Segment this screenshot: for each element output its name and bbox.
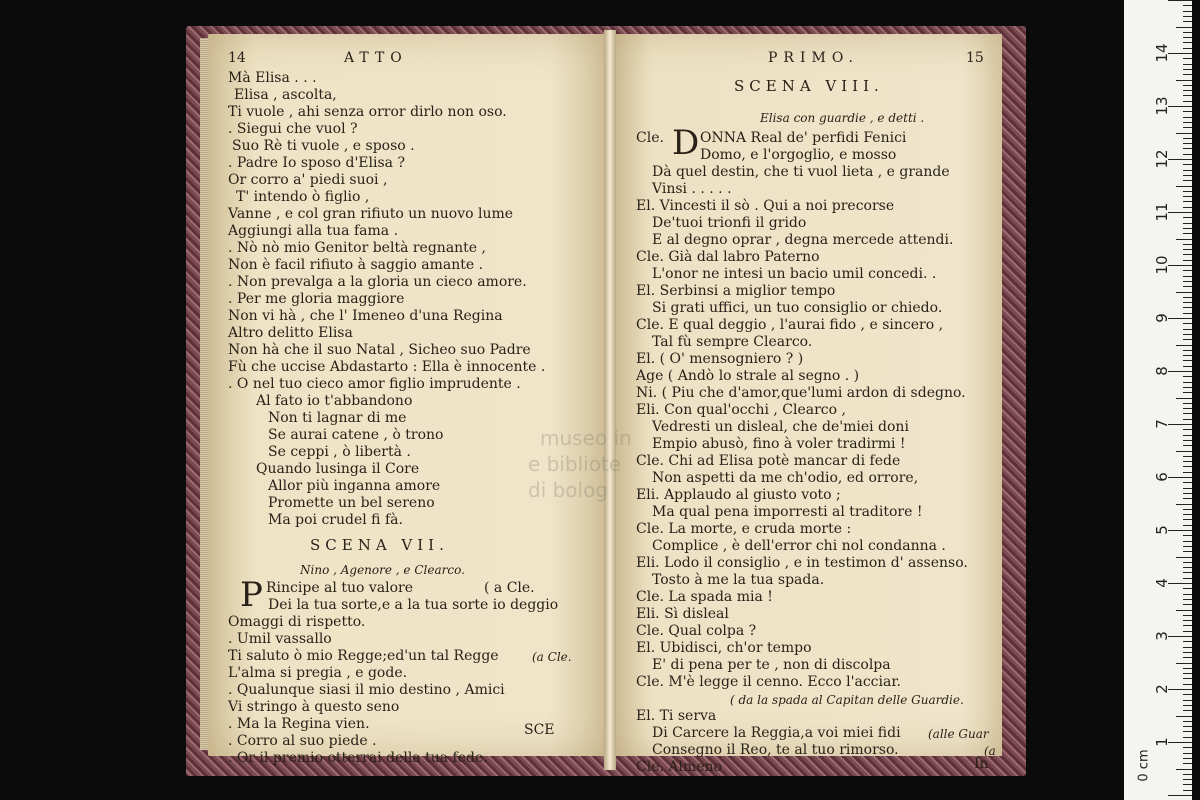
ruler-tick — [1183, 641, 1192, 642]
ruler-tick — [1183, 562, 1192, 563]
ruler-tick — [1183, 228, 1192, 229]
ruler-tick — [1183, 541, 1192, 542]
ruler-tick — [1183, 790, 1192, 791]
ruler-tick — [1183, 254, 1192, 255]
ruler-tick — [1183, 376, 1192, 377]
text-line: Cle. Qual colpa ? — [636, 623, 757, 639]
ruler-tick — [1183, 101, 1192, 102]
text-line: El. Vincesti il sò . Qui a noi precorse — [636, 198, 895, 214]
watermark-text: museo in — [540, 426, 632, 450]
ruler-tick — [1183, 604, 1192, 605]
ruler-tick — [1183, 16, 1192, 17]
ruler-tick — [1183, 625, 1192, 626]
scene-cast: Elisa con guardie , e detti . — [760, 111, 925, 125]
text-line: Eli. Sì disleal — [636, 606, 729, 622]
ruler-tick — [1183, 281, 1192, 282]
ruler-tick — [1183, 122, 1192, 123]
text-line: Domo, e l'orgoglio, e mosso — [700, 147, 897, 163]
ruler-tick — [1183, 694, 1192, 695]
text-line: L'alma si pregia , e gode. — [228, 665, 408, 681]
ruler-tick — [1183, 37, 1192, 38]
text-line: Tosto à me la tua spada. — [652, 572, 825, 588]
text-line: Aggiungi alla tua fama . — [228, 223, 399, 239]
ruler-tick — [1183, 519, 1192, 520]
ruler-number: 2 — [1153, 684, 1171, 694]
ruler-tick — [1183, 64, 1192, 65]
text-line: Tal fù sempre Clearco. — [652, 334, 813, 350]
ruler-tick — [1168, 106, 1192, 107]
watermark-text: di bolog — [528, 478, 609, 502]
ruler-tick — [1183, 286, 1192, 287]
ruler-number: 7 — [1153, 419, 1171, 429]
ruler-tick — [1183, 329, 1192, 330]
ruler-tick — [1183, 276, 1192, 277]
text-line: . Ma la Regina vien. — [228, 716, 370, 732]
ruler-tick — [1176, 557, 1192, 558]
text-line: Complice , è dell'error chi nol condanna . — [652, 538, 946, 554]
ruler-tick — [1183, 493, 1192, 494]
text-line: . Corro al suo piede . — [228, 733, 377, 749]
ruler-tick — [1183, 148, 1192, 149]
ruler-tick — [1183, 456, 1192, 457]
text-line: Vi stringo à questo seno — [228, 699, 400, 715]
ruler-tick — [1183, 535, 1192, 536]
ruler-tick — [1183, 355, 1192, 356]
aria-line: Al fato io t'abbandono — [256, 393, 413, 409]
ruler-tick — [1168, 583, 1192, 584]
text-line: Non vi hà , che l' Imeneo d'una Regina — [228, 308, 503, 324]
ruler-tick — [1176, 610, 1192, 611]
ruler-tick — [1183, 170, 1192, 171]
ruler-tick — [1168, 636, 1192, 637]
ruler-tick — [1183, 779, 1192, 780]
ruler-tick — [1183, 127, 1192, 128]
stage-direction: ( da la spada al Capitan delle Guardie. — [730, 693, 964, 707]
stage-direction: ( a Cle. — [484, 580, 535, 596]
text-line: Cle. La spada mia ! — [636, 589, 773, 605]
ruler-tick — [1183, 678, 1192, 679]
text-line: Dei la tua sorte,e a la tua sorte io deggio — [268, 597, 559, 613]
ruler-tick — [1183, 360, 1192, 361]
ruler-tick — [1183, 48, 1192, 49]
ruler-tick — [1183, 615, 1192, 616]
ruler-tick — [1176, 27, 1192, 28]
ruler-tick — [1183, 498, 1192, 499]
ruler-tick — [1183, 700, 1192, 701]
ruler-tick — [1183, 758, 1192, 759]
ruler-tick — [1183, 551, 1192, 552]
ruler-tick — [1183, 32, 1192, 33]
ruler-tick — [1183, 244, 1192, 245]
ruler-tick — [1168, 212, 1192, 213]
text-line: De'tuoi trionfi il grido — [652, 215, 807, 231]
text-line: Si grati uffici, un tuo consiglio or chiedo. — [652, 300, 943, 316]
ruler-tick — [1183, 461, 1192, 462]
ruler-tick — [1183, 482, 1192, 483]
ruler-tick — [1168, 477, 1192, 478]
text-line: Vanne , e col gran rifiuto un nuovo lume — [228, 206, 514, 222]
ruler-tick — [1183, 249, 1192, 250]
ruler-tick — [1183, 599, 1192, 600]
ruler-tick — [1183, 594, 1192, 595]
speaker: Cle. — [636, 130, 664, 146]
ruler-number: 8 — [1153, 366, 1171, 376]
text-line: Vedresti un disleal, che de'miei doni — [652, 419, 909, 435]
ruler-tick — [1183, 154, 1192, 155]
right-page-number: 15 — [966, 50, 984, 66]
book-gutter — [604, 30, 616, 770]
watermark-text: e bibliote — [528, 452, 622, 476]
ruler-tick — [1183, 164, 1192, 165]
ruler-tick — [1183, 578, 1192, 579]
ruler-tick — [1183, 117, 1192, 118]
ruler-number: 9 — [1153, 313, 1171, 323]
ruler-number: 1 — [1153, 737, 1171, 747]
text-line: Omaggi di rispetto. — [228, 614, 366, 630]
text-line: Non aspetti da me ch'odio, ed orrore, — [652, 470, 919, 486]
text-line: . Non prevalga a la gloria un cieco amore. — [228, 274, 527, 290]
left-page-number: 14 — [228, 50, 246, 66]
ruler-number: 12 — [1153, 149, 1171, 169]
ruler-tick — [1183, 488, 1192, 489]
ruler-tick — [1183, 85, 1192, 86]
ruler-tick — [1183, 726, 1192, 727]
ruler-tick — [1168, 742, 1192, 743]
ruler-tick — [1183, 382, 1192, 383]
ruler-tick — [1183, 763, 1192, 764]
text-line: Eli. Applaudo al giusto voto ; — [636, 487, 841, 503]
ruler-tick — [1183, 21, 1192, 22]
ruler-tick — [1176, 133, 1192, 134]
ruler-tick — [1183, 201, 1192, 202]
ruler-tick — [1183, 58, 1192, 59]
ruler-tick — [1183, 69, 1192, 70]
ruler-tick — [1183, 546, 1192, 547]
ruler-unit-label: 0 cm — [1136, 749, 1152, 782]
ruler-tick — [1183, 620, 1192, 621]
ruler-tick — [1183, 419, 1192, 420]
ruler-tick — [1168, 371, 1192, 372]
text-line: E' di pena per te , non di discolpa — [652, 657, 891, 673]
ruler-tick — [1183, 440, 1192, 441]
ruler-number: 10 — [1153, 255, 1171, 275]
ruler-tick — [1168, 530, 1192, 531]
ruler-tick — [1176, 345, 1192, 346]
ruler-tick — [1183, 143, 1192, 144]
ruler-tick — [1183, 175, 1192, 176]
ruler-tick — [1183, 472, 1192, 473]
ruler-tick — [1183, 387, 1192, 388]
ruler-tick — [1176, 663, 1192, 664]
ruler-tick — [1176, 451, 1192, 452]
ruler-tick — [1168, 265, 1192, 266]
text-line: Or corro a' piedi suoi , — [228, 172, 388, 188]
text-line: T' intendo ò figlio , — [236, 189, 370, 205]
ruler-tick — [1183, 647, 1192, 648]
text-line: El. Ti serva — [636, 708, 717, 724]
text-line: Cle. La morte, e cruda morte : — [636, 521, 852, 537]
ruler-tick — [1168, 0, 1192, 1]
ruler-tick — [1183, 413, 1192, 414]
ruler-tick — [1183, 191, 1192, 192]
ruler-tick — [1183, 223, 1192, 224]
text-line: Empio abusò, fino à voler tradirmi ! — [652, 436, 906, 452]
text-line: E al degno oprar , degna mercede attendi. — [652, 232, 954, 248]
text-line: Ti vuole , ahi senza orror dirlo non oso. — [228, 104, 507, 120]
text-line: Mà Elisa . . . — [228, 70, 317, 86]
ruler-tick — [1183, 90, 1192, 91]
text-line: Cle. M'è legge il cenno. Ecco l'acciar. — [636, 674, 901, 690]
text-line: . O nel tuo cieco amor figlio imprudente . — [228, 376, 521, 392]
ruler-tick — [1183, 408, 1192, 409]
stage-direction: (a Cle. — [532, 650, 572, 664]
ruler-tick — [1183, 429, 1192, 430]
ruler-number: 11 — [1153, 202, 1171, 222]
text-line: . Qualunque siasi il mio destino , Amici — [228, 682, 505, 698]
ruler-tick — [1183, 196, 1192, 197]
text-line: Cle. Chi ad Elisa potè mancar di fede — [636, 453, 901, 469]
ruler-tick — [1183, 652, 1192, 653]
scene-cast: Nino , Agenore , e Clearco. — [300, 563, 465, 577]
drop-cap: P — [240, 575, 263, 615]
ruler-number: 5 — [1153, 525, 1171, 535]
ruler-tick — [1183, 567, 1192, 568]
text-line: Cle. Almeno — [636, 759, 722, 775]
ruler-tick — [1183, 270, 1192, 271]
text-line: Eli. Lodo il consiglio , e in testimon d' assenso. — [636, 555, 968, 571]
ruler-tick — [1183, 710, 1192, 711]
ruler-tick — [1183, 339, 1192, 340]
ruler-tick — [1168, 424, 1192, 425]
ruler-tick — [1176, 186, 1192, 187]
ruler-tick — [1176, 239, 1192, 240]
text-line: Cle. Già dal labro Paterno — [636, 249, 820, 265]
ruler-tick — [1183, 138, 1192, 139]
text-line: Non è facil rifiuto à saggio amante . — [228, 257, 484, 273]
text-line: . Per me gloria maggiore — [228, 291, 405, 307]
text-line: . Umil vassallo — [228, 631, 332, 647]
ruler-tick — [1183, 435, 1192, 436]
ruler-tick — [1183, 297, 1192, 298]
text-line: Elisa , ascolta, — [234, 87, 337, 103]
ruler-number: 6 — [1153, 472, 1171, 482]
text-line: Rincipe al tuo valore — [266, 580, 413, 596]
text-line: Suo Rè ti vuole , e sposo . — [232, 138, 415, 154]
aria-line: Quando lusinga il Core — [256, 461, 420, 477]
ruler-tick — [1183, 731, 1192, 732]
drop-cap: D — [672, 123, 700, 163]
ruler-tick — [1183, 11, 1192, 12]
ruler-tick — [1183, 774, 1192, 775]
ruler-tick — [1183, 180, 1192, 181]
stage-direction: (a — [984, 744, 996, 758]
ruler-tick — [1183, 721, 1192, 722]
ruler-tick — [1176, 80, 1192, 81]
ruler-tick — [1183, 737, 1192, 738]
stage-direction: (alle Guar — [928, 727, 989, 741]
ruler-tick — [1176, 716, 1192, 717]
ruler-tick — [1176, 292, 1192, 293]
ruler-tick — [1183, 684, 1192, 685]
text-line: Cle. E qual deggio , l'aurai fido , e sincero , — [636, 317, 944, 333]
ruler-tick — [1183, 572, 1192, 573]
ruler-tick — [1183, 334, 1192, 335]
ruler-number: 3 — [1153, 631, 1171, 641]
text-line: Eli. Con qual'occhi , Clearco , — [636, 402, 846, 418]
text-line: . Nò nò mio Genitor beltà regnante , — [228, 240, 486, 256]
text-line: Di Carcere la Reggia,a voi miei fidi — [652, 725, 901, 741]
text-line: Ma qual pena imporresti al traditore ! — [652, 504, 923, 520]
ruler-tick — [1183, 668, 1192, 669]
scene-heading: SCENA VII. — [310, 536, 449, 554]
ruler-tick — [1183, 753, 1192, 754]
ruler-tick — [1183, 445, 1192, 446]
ruler-tick — [1183, 307, 1192, 308]
aria-line: Promette un bel sereno — [268, 495, 435, 511]
aria-line: Allor più inganna amore — [268, 478, 441, 494]
ruler-tick — [1183, 260, 1192, 261]
aria-line: Se aurai catene , ò trono — [268, 427, 444, 443]
ruler-tick — [1183, 95, 1192, 96]
ruler-tick — [1183, 705, 1192, 706]
ruler-tick — [1183, 366, 1192, 367]
ruler-tick — [1183, 207, 1192, 208]
text-line: Ni. ( Piu che d'amor,que'lumi ardon di sdegno. — [636, 385, 966, 401]
ruler-tick — [1183, 217, 1192, 218]
ruler-tick — [1168, 689, 1192, 690]
text-line: Vinsi . . . . . — [652, 181, 732, 197]
ruler-tick — [1183, 302, 1192, 303]
ruler-tick — [1183, 588, 1192, 589]
scene-heading: SCENA VIII. — [734, 77, 884, 95]
ruler-tick — [1176, 504, 1192, 505]
text-line: L'onor ne intesi un bacio umil concedi. . — [652, 266, 937, 282]
text-line: ONNA Real de' perfidi Fenici — [700, 130, 907, 146]
ruler-tick — [1183, 5, 1192, 6]
text-line: El. Serbinsi a miglior tempo — [636, 283, 836, 299]
ruler-tick — [1183, 514, 1192, 515]
aria-line: Se ceppi , ò libertà . — [268, 444, 411, 460]
ruler-tick — [1183, 747, 1192, 748]
ruler-number: 13 — [1153, 96, 1171, 116]
ruler-tick — [1183, 657, 1192, 658]
ruler-number: 14 — [1153, 43, 1171, 63]
ruler-tick — [1176, 398, 1192, 399]
measuring-ruler — [1124, 0, 1192, 800]
ruler-tick — [1183, 42, 1192, 43]
ruler-tick — [1176, 769, 1192, 770]
text-line: Altro delitto Elisa — [228, 325, 353, 341]
ruler-number: 4 — [1153, 578, 1171, 588]
text-line: Ti saluto ò mio Regge;ed'un tal Regge — [228, 648, 499, 664]
ruler-tick — [1183, 392, 1192, 393]
right-running-header: PRIMO. — [768, 50, 859, 66]
ruler-tick — [1168, 795, 1192, 796]
ruler-tick — [1183, 233, 1192, 234]
text-line: El. Ubidisci, ch'or tempo — [636, 640, 812, 656]
ruler-tick — [1183, 673, 1192, 674]
ruler-tick — [1183, 466, 1192, 467]
text-line: Non hà che il suo Natal , Sicheo suo Padre — [228, 342, 531, 358]
catchword: In — [974, 756, 989, 772]
ruler-tick — [1183, 111, 1192, 112]
ruler-tick — [1183, 509, 1192, 510]
ruler-tick — [1183, 784, 1192, 785]
ruler-tick — [1183, 313, 1192, 314]
catchword: SCE — [524, 722, 555, 738]
left-running-header: ATTO — [344, 50, 408, 66]
text-line: . Padre Io sposo d'Elisa ? — [228, 155, 405, 171]
ruler-tick — [1183, 350, 1192, 351]
text-line: Consegno il Reo, te al tuo rimorso. — [652, 742, 899, 758]
text-line: . Siegui che vuol ? — [228, 121, 358, 137]
aria-line: Ma poi crudel fi fà. — [268, 512, 403, 528]
ruler-tick — [1183, 74, 1192, 75]
ruler-tick — [1183, 525, 1192, 526]
text-line: Fù che uccise Abdastarto : Ella è innocente . — [228, 359, 546, 375]
ruler-tick — [1168, 53, 1192, 54]
ruler-tick — [1168, 318, 1192, 319]
ruler-tick — [1168, 159, 1192, 160]
ruler-tick — [1183, 631, 1192, 632]
text-line: El. ( O' mensogniero ? ) — [636, 351, 804, 367]
text-line: Age ( Andò lo strale al segno . ) — [636, 368, 860, 384]
ruler-tick — [1183, 323, 1192, 324]
text-line: . Or il premio otterrai della tua fede. — [228, 750, 488, 766]
aria-line: Non ti lagnar di me — [268, 410, 407, 426]
ruler-tick — [1183, 403, 1192, 404]
text-line: Dà quel destin, che ti vuol lieta , e grande — [652, 164, 950, 180]
